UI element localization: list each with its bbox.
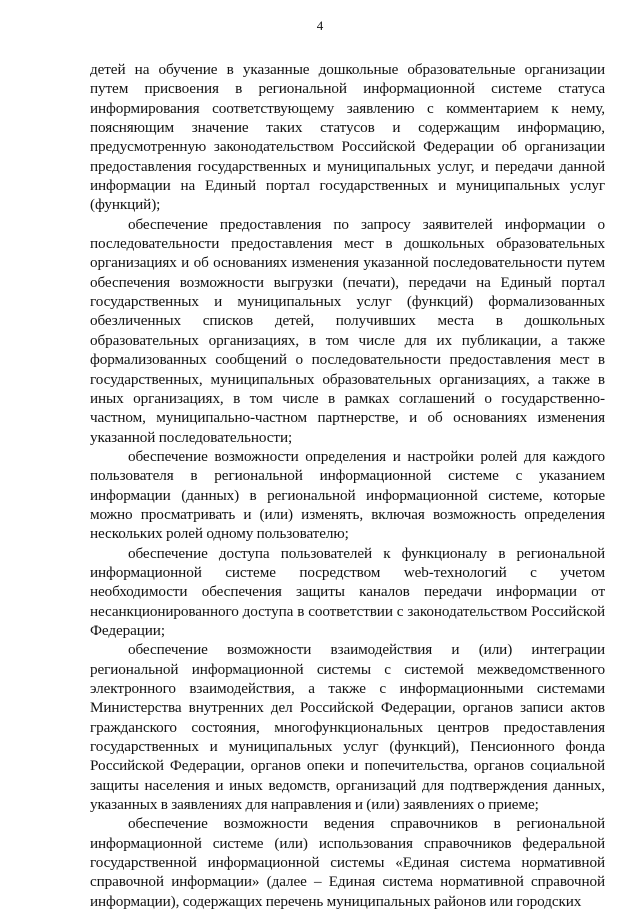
paragraph-queue-information: обеспечение предоставления по запросу заявителей информации о последовательности предоставления мест в дошкольных образовательных организациях и об основаниях изменения указанной последовательности путем обеспечения возможности выгрузки (печати), передачи на Единый портал государственных и муниципальных услуг (функций) формализованных обезличенных списков детей, получивших места в дошкольных образовательных организациях, в том числе для их публикации, а также формализованных сообщений о последовательности предоставления мест в государственных, муниципальных образовательных организациях, а также в иных организациях, в том числе в рамках соглашений о государственно-частном, муниципально-частном партнерстве, и об основаниях изменения указанной последовательности;	[90, 215, 605, 446]
paragraph-system-integration: обеспечение возможности взаимодействия и (или) интеграции региональной информационной системы с системой межведомственного электронного взаимодействия, а также с информационными системами Министерства внутренних дел Российской Федерации, органов записи актов гражданского состояния, многофункциональных центров предоставления государственных и муниципальных услуг (функций), Пенсионного фонда Российской Федерации, органов опеки и попечительства, органов социальной защиты населения и иных ведомств, организаций для подтверждения данных, указанных в заявлениях для направления и (или) заявлениях о приеме;	[90, 641, 605, 814]
page-number: 4	[316, 18, 324, 33]
document-body	[90, 60, 605, 911]
paragraph-reference-books: обеспечение возможности ведения справочников в региональной информационной системе (или) использования справочников федеральной государственной информационной системы «Единая система нормативной справочной информации» (далее – Единая система нормативной справочной информации), содержащих перечень муниципальных районов или городских	[90, 815, 605, 910]
paragraph-web-access: обеспечение доступа пользователей к функционалу в региональной информационной системе посредством web-технологий с учетом необходимости обеспечения защиты каналов передачи информации от несанкционированного доступа в соответствии с законодательством Российской Федерации;	[90, 544, 605, 639]
paragraph-continued: детей на обучение в указанные дошкольные образовательные организации путем присвоения в региональной информационной системе статуса информирования соответствующему заявлению с комментарием к нему, поясняющим значение таких статусов и содержащим информацию, предусмотренную законодательством Российской Федерации об организации предоставления государственных и муниципальных услуг, и передачи данной информации на Единый портал государственных и муниципальных услуг (функций);	[90, 61, 605, 214]
paragraph-user-roles: обеспечение возможности определения и настройки ролей для каждого пользователя в региональной информационной системе с указанием информации (данных) в региональной информационной системе, которые можно просматривать и (или) изменять, включая возможность определения нескольких ролей одному пользователю;	[90, 447, 605, 543]
